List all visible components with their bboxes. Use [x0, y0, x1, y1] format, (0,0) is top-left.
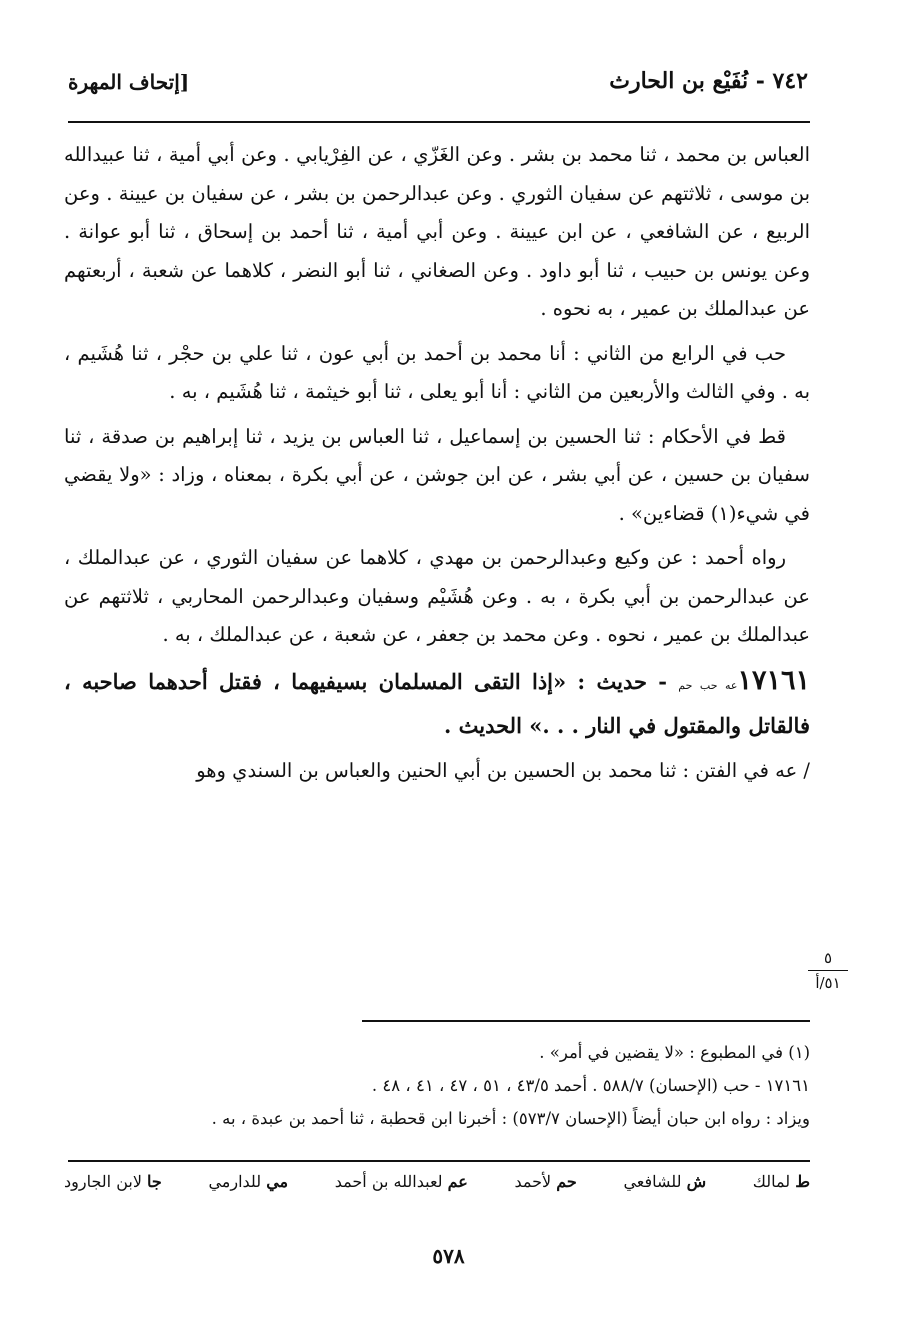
- main-text: [64, 136, 810, 796]
- chapter-title: ٧٤٢ - نُفَيْع بن الحارث: [609, 68, 808, 94]
- page-number: ٥٧٨: [432, 1244, 465, 1268]
- margin-note-bottom: ٥١/أ: [815, 974, 841, 992]
- abbreviation-item: جا لابن الجارود: [64, 1172, 162, 1191]
- hadith-text: - حديث : «إذا التقى المسلمان بسيفيهما ، فقتل أحدهما صاحبه ، فالقاتل والمقتول في النار . . .» الحديث .: [64, 668, 810, 738]
- abbreviation-item: مي للدارمي: [208, 1172, 289, 1191]
- hadith-number: ١٧١٦١: [737, 664, 810, 696]
- footnote-rule: [362, 1020, 810, 1022]
- margin-note-top: ٥: [823, 949, 833, 967]
- abbreviations-legend: [64, 1172, 810, 1191]
- book-title: [إتحاف المهرة: [68, 70, 190, 94]
- header-rule: [68, 121, 810, 123]
- paragraph: رواه أحمد : عن وكيع وعبدالرحمن بن مهدي ، كلاهما عن سفيان الثوري ، عن عبدالملك ، عن عبدالرحمن بن أبي بكرة ، به . وعن هُشَيْم وسفيان وعبدالرحمن المحاربي ، ثلاثتهم عن عبدالملك بن عمير ، نحوه . وعن محمد بن جعفر ، عن شعبة ، عن عبدالملك ، به .: [64, 546, 810, 646]
- abbreviations-rule: [68, 1160, 810, 1162]
- abbreviation-item: ط لمالك: [752, 1172, 810, 1191]
- footnote: ١٧١٦١ - حب (الإحسان) ٥٨٨/٧ . أحمد ٤٣/٥ ، ٥١ ، ٤٧ ، ٤١ ، ٤٨ .: [371, 1076, 810, 1095]
- paragraph: حب في الرابع من الثاني : أنا محمد بن أحمد بن أبي عون ، ثنا علي بن حجْر ، ثنا هُشَيم ، به . وفي الثالث والأربعين من الثاني : أنا أبو يعلى ، ثنا أبو خيثمة ، ثنا هُشَيم ، به .: [64, 341, 810, 403]
- page-header: [68, 62, 808, 102]
- paragraph: قط في الأحكام : ثنا الحسين بن إسماعيل ، ثنا العباس بن يزيد ، ثنا إبراهيم بن صدقة ، ثنا سفيان بن حسين ، عن أبي بشر ، عن ابن جوشن ، عن أبي بكرة ، بمعناه ، وزاد : «ولا يقضي في شيء(١) قضاءين» .: [64, 424, 810, 525]
- abbreviation-item: ش للشافعي: [623, 1172, 707, 1191]
- hadith-entry: [64, 661, 810, 746]
- hadith-sources: عه حب حم: [678, 678, 738, 692]
- paragraph: / عه في الفتن : ثنا محمد بن الحسين بن أبي الحنين والعباس بن السندي وهو: [196, 758, 810, 782]
- footnote: ويزاد : رواه ابن حبان أيضاً (الإحسان ٥٧٣/٧) : أخبرنا ابن قحطبة ، ثنا أحمد بن عبدة ، به .: [211, 1109, 810, 1128]
- margin-note-line: [808, 970, 848, 971]
- paragraph: العباس بن محمد ، ثنا محمد بن بشر . وعن الغَزّي ، عن الفِرْيابي . وعن أبي أمية ، ثنا عبيدالله بن موسى ، ثلاثتهم عن سفيان الثوري . وعن عبدالرحمن بن بشر ، عن سفيان بن عيينة . وعن الربيع ، عن الشافعي ، عن ابن عيينة . وعن أبي أمية ، ثنا أحمد بن إسحاق ، ثنا أبو عوانة . وعن يونس بن حبيب ، ثنا أبو داود . وعن الصغاني ، ثنا أبو النضر ، كلاهما عن شعبة ، أربعتهم عن عبدالملك بن عمير ، به نحوه .: [64, 143, 811, 320]
- footnotes: [64, 1036, 810, 1135]
- abbreviation-item: حم لأحمد: [514, 1172, 577, 1191]
- footnote: (١) في المطبوع : «لا يقضين في أمر» .: [539, 1043, 810, 1062]
- abbreviation-item: عم لعبدالله بن أحمد: [334, 1172, 468, 1191]
- margin-note: [808, 948, 848, 993]
